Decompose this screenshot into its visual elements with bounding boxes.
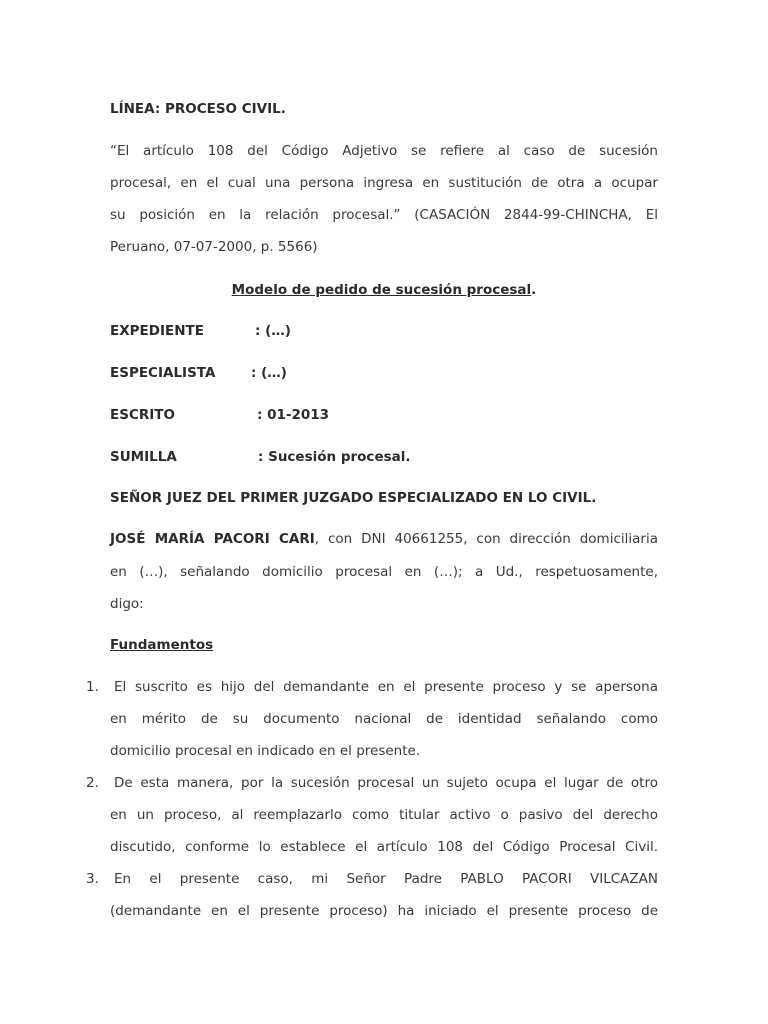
expediente-label: EXPEDIENTE: [110, 323, 204, 339]
intro-line-2: en (…), señalando domicilio procesal en (…); a Ud., respetuosamente,: [110, 564, 658, 580]
quote-line-2: procesal, en el cual una persona ingresa en sustitución de otra a ocupar: [110, 175, 658, 191]
petitioner-name: JOSÉ MARÍA PACORI CARI: [110, 531, 315, 547]
escrito-label: ESCRITO: [110, 407, 175, 423]
item-3-line-2: (demandante en el presente proceso) ha iniciado el presente proceso de: [110, 903, 658, 919]
item-2-line-3: discutido, conforme lo establece el artículo 108 del Código Procesal Civil.: [110, 839, 658, 855]
line-heading-period: .: [280, 101, 286, 117]
model-title: [110, 280, 658, 300]
intro-line-3: digo:: [110, 596, 144, 612]
fundamentos-heading: Fundamentos: [110, 637, 214, 653]
escrito-value: : 01-2013: [257, 407, 330, 423]
sumilla-value: : Sucesión procesal.: [258, 449, 411, 465]
addressee: SEÑOR JUEZ DEL PRIMER JUZGADO ESPECIALIZADO EN LO CIVIL.: [110, 490, 597, 506]
item-1-number: 1.: [86, 679, 99, 695]
sumilla-label: SUMILLA: [110, 449, 177, 465]
item-3-line-1: En el presente caso, mi Señor Padre PABLO PACORI VILCAZAN: [114, 871, 658, 887]
especialista-value: : (…): [251, 365, 287, 381]
item-1-line-3: domicilio procesal en indicado en el presente.: [110, 743, 421, 759]
intro-line-1: [110, 529, 658, 549]
intro-line-1-rest: , con DNI 40661255, con dirección domiciliaria: [314, 531, 658, 547]
expediente-value: : (…): [255, 323, 291, 339]
item-2-line-1: De esta manera, por la sucesión procesal un sujeto ocupa el lugar de otro: [114, 775, 658, 791]
item-3-number: 3.: [86, 871, 99, 887]
item-2-line-2: en un proceso, al reemplazarlo como titular activo o pasivo del derecho: [110, 807, 658, 823]
quote-line-1: “El artículo 108 del Código Adjetivo se refiere al caso de sucesión: [110, 143, 658, 159]
line-heading: [110, 99, 658, 119]
quote-line-3: [110, 205, 658, 225]
quote-line-3-a: su posición en la relación procesal.”: [110, 207, 401, 223]
item-2-number: 2.: [86, 775, 99, 791]
item-1-line-1: El suscrito es hijo del demandante en el presente proceso y se apersona: [114, 679, 658, 695]
quote-line-3-b: (CASACIÓN 2844-99-CHINCHA, El: [400, 207, 658, 223]
quote-line-4: Peruano, 07-07-2000, p. 5566): [110, 239, 318, 255]
especialista-label: ESPECIALISTA: [110, 365, 216, 381]
item-1-line-2: en mérito de su documento nacional de identidad señalando como: [110, 711, 658, 727]
model-title-period: .: [531, 282, 537, 298]
model-title-text: Modelo de pedido de sucesión procesal: [231, 282, 532, 298]
line-heading-text: LÍNEA: PROCESO CIVIL: [110, 101, 281, 117]
